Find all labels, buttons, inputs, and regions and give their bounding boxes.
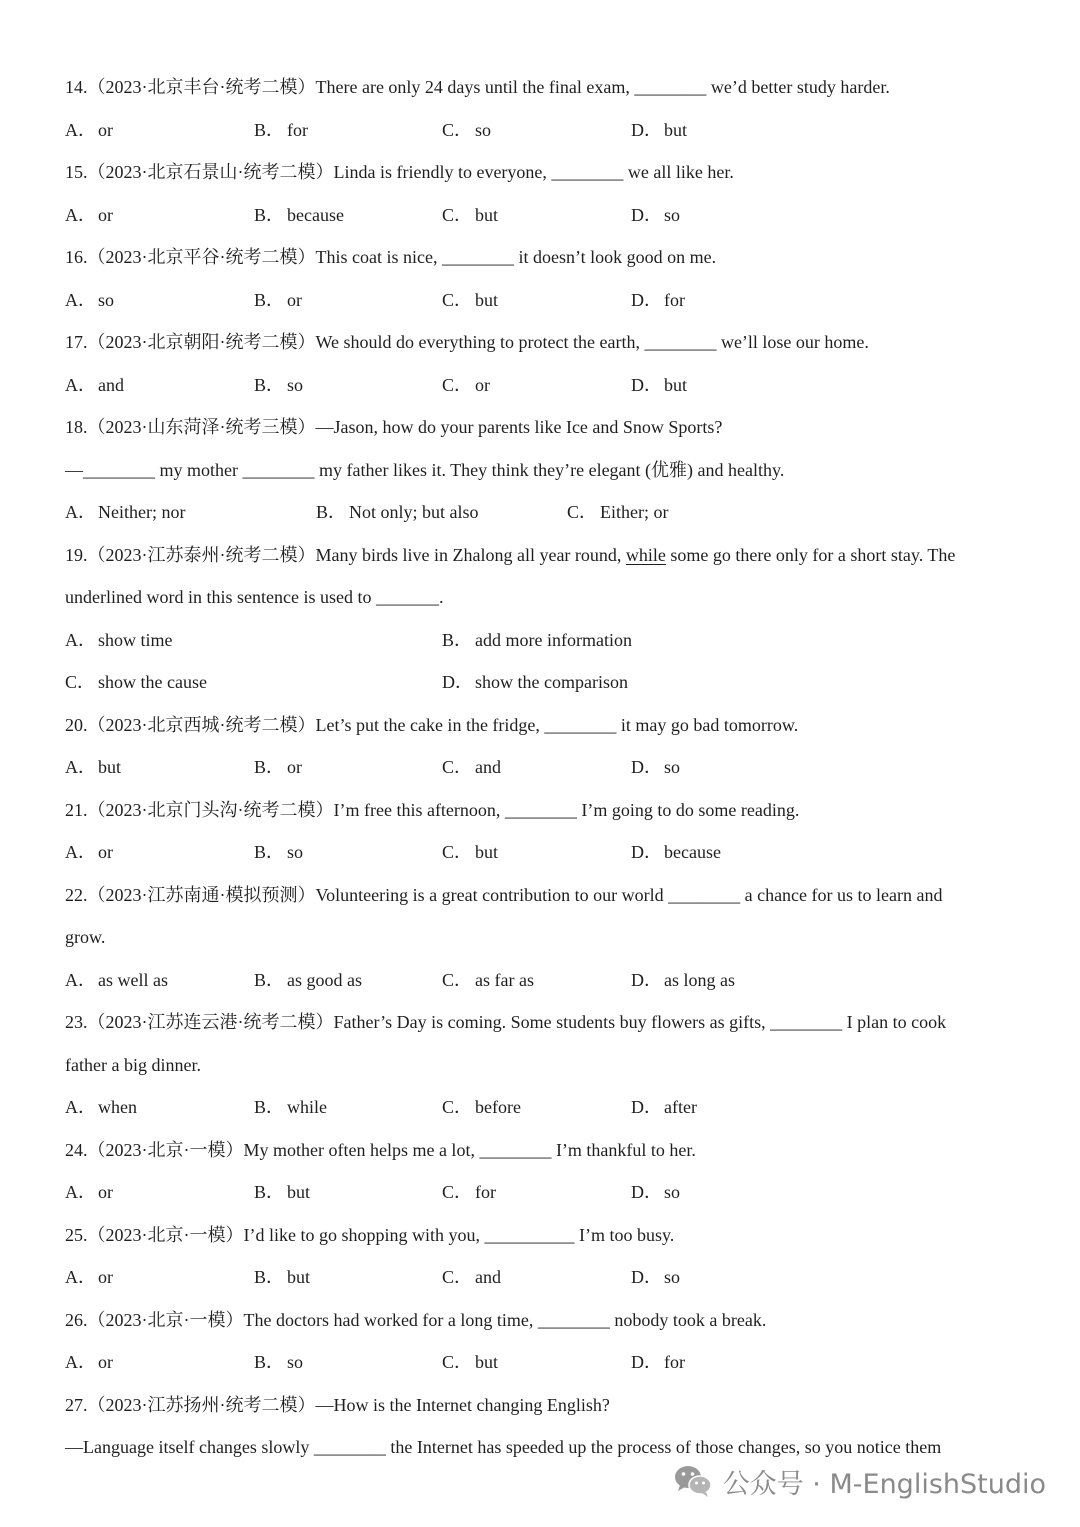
- option-letter: A．: [65, 757, 96, 777]
- option-text: but: [475, 1352, 499, 1372]
- answer-option: [442, 959, 631, 1002]
- option-text: and: [475, 757, 501, 777]
- options-row: [65, 1171, 1025, 1214]
- option-letter: B．: [254, 1182, 285, 1202]
- answer-option: [65, 1256, 254, 1299]
- option-letter: C．: [442, 119, 473, 140]
- option-text: so: [287, 1352, 304, 1372]
- options-row: [65, 831, 1025, 874]
- wechat-icon: [673, 1464, 713, 1498]
- answer-option: [65, 746, 254, 789]
- option-letter: D．: [631, 842, 662, 862]
- option-text: so: [287, 842, 304, 862]
- question-stem-line: 14.（2023·北京丰台·统考二模）There are only 24 days until the final exam, ________ we’d better study harder.: [65, 77, 890, 97]
- watermark: [673, 1459, 1046, 1503]
- answer-option: [442, 661, 819, 704]
- option-letter: C．: [442, 757, 473, 777]
- options-row: [65, 1086, 1025, 1129]
- answer-option: [254, 194, 442, 237]
- option-letter: A．: [65, 1352, 96, 1372]
- answer-option: [254, 746, 442, 789]
- option-letter: D．: [631, 204, 662, 225]
- question-stem-line: 24.（2023·北京·一模）My mother often helps me a lot, ________ I’m thankful to her.: [65, 1139, 696, 1160]
- option-letter: A．: [65, 204, 96, 225]
- question-stem-line: grow.: [65, 927, 106, 947]
- question-stem-line: 21.（2023·北京门头沟·统考二模）I’m free this afternoon, ________ I’m going to do some reading.: [65, 799, 800, 820]
- answer-option: [65, 194, 254, 237]
- answer-option: [65, 1171, 254, 1214]
- option-text: add more information: [475, 629, 632, 650]
- question-text: 19.（2023·江苏泰州·统考二模）Many birds live in Zhalong all year round,: [65, 544, 626, 565]
- answer-option: [65, 1341, 254, 1384]
- option-text: as far as: [475, 969, 534, 990]
- question-stem-line: 27.（2023·江苏扬州·统考二模）—How is the Internet changing English?: [65, 1394, 610, 1415]
- option-letter: C．: [442, 1097, 473, 1117]
- option-letter: C．: [567, 502, 598, 522]
- options-row: [65, 491, 1025, 534]
- answer-option: [254, 1086, 442, 1129]
- option-text: while: [287, 1097, 327, 1117]
- answer-option: [65, 279, 254, 322]
- option-text: and: [475, 1267, 501, 1287]
- option-text: so: [664, 757, 681, 777]
- option-text: but: [664, 374, 688, 395]
- option-letter: D．: [631, 1267, 662, 1287]
- option-text: as well as: [98, 969, 168, 990]
- question-stem-line: —Language itself changes slowly ________ the Internet has speeded up the process of those changes, so you notice them: [65, 1437, 942, 1457]
- answer-option: [442, 1086, 631, 1129]
- answer-option: [631, 279, 820, 322]
- option-letter: C．: [442, 204, 473, 225]
- option-letter: A．: [65, 969, 96, 990]
- answer-option: [631, 1086, 820, 1129]
- option-letter: C．: [442, 1352, 473, 1372]
- answer-option: [65, 491, 316, 534]
- answer-option: [254, 1256, 442, 1299]
- option-letter: B．: [254, 757, 285, 777]
- option-text: Either; or: [600, 502, 669, 522]
- option-letter: C．: [442, 374, 473, 395]
- option-text: so: [475, 119, 492, 140]
- option-letter: D．: [631, 969, 662, 990]
- option-text: but: [664, 119, 688, 140]
- option-text: after: [664, 1097, 697, 1117]
- option-text: show the cause: [98, 672, 207, 692]
- option-letter: D．: [631, 1097, 662, 1117]
- option-text: but: [98, 757, 122, 777]
- question-stem-line: 25.（2023·北京·一模）I’d like to go shopping with you, __________ I’m too busy.: [65, 1224, 675, 1245]
- option-text: or: [98, 1352, 113, 1372]
- answer-option: [631, 1341, 820, 1384]
- option-text: so: [664, 1182, 681, 1202]
- option-letter: A．: [65, 119, 96, 140]
- answer-option: [316, 491, 567, 534]
- question-stem-line: 15.（2023·北京石景山·统考二模）Linda is friendly to everyone, ________ we all like her.: [65, 162, 734, 182]
- option-text: for: [475, 1182, 496, 1202]
- answer-option: [442, 1171, 631, 1214]
- option-letter: D．: [442, 672, 473, 692]
- option-text: or: [475, 374, 490, 395]
- option-letter: D．: [631, 374, 662, 395]
- answer-option: [442, 619, 819, 662]
- option-text: or: [98, 204, 113, 225]
- option-text: but: [475, 289, 499, 310]
- option-text: when: [98, 1097, 137, 1117]
- answer-option: [65, 1086, 254, 1129]
- option-text: because: [664, 842, 721, 862]
- answer-option: [254, 1341, 442, 1384]
- option-text: but: [475, 842, 499, 862]
- answer-option: [65, 364, 254, 407]
- question-stem-line: father a big dinner.: [65, 1054, 201, 1075]
- option-letter: B．: [254, 969, 285, 990]
- answer-option: [631, 1256, 820, 1299]
- question-stem-line: 22.（2023·江苏南通·模拟预测）Volunteering is a great contribution to our world ________ a chance for us to learn and: [65, 884, 943, 905]
- option-text: or: [98, 1267, 113, 1287]
- answer-option: [254, 109, 442, 152]
- option-text: so: [287, 374, 304, 395]
- question-stem-line: 23.（2023·江苏连云港·统考二模）Father’s Day is coming. Some students buy flowers as gifts, ________ I plan to cook: [65, 1012, 947, 1032]
- question-stem-line: 17.（2023·北京朝阳·统考二模）We should do everything to protect the earth, ________ we’ll lose our home.: [65, 332, 869, 352]
- option-text: but: [287, 1182, 311, 1202]
- options-row: [65, 364, 1025, 407]
- answer-option: [631, 746, 820, 789]
- option-text: and: [98, 374, 124, 395]
- option-letter: B．: [254, 1097, 285, 1117]
- answer-option: [254, 1171, 442, 1214]
- option-text: but: [475, 204, 499, 225]
- option-text: or: [98, 1182, 113, 1202]
- answer-option: [631, 109, 820, 152]
- option-letter: A．: [65, 289, 96, 310]
- question-stem-line: 20.（2023·北京西城·统考二模）Let’s put the cake in the fridge, ________ it may go bad tomorrow.: [65, 714, 799, 735]
- option-letter: B．: [254, 204, 285, 225]
- question-stem-line: —________ my mother ________ my father likes it. They think they’re elegant (优雅) and healthy.: [65, 459, 785, 480]
- option-text: Not only; but also: [349, 502, 479, 522]
- options-row: [65, 661, 1025, 704]
- question-stem-line: underlined word in this sentence is used to _______.: [65, 587, 444, 607]
- option-letter: C．: [442, 289, 473, 310]
- answer-option: [442, 1256, 631, 1299]
- answer-option: [65, 109, 254, 152]
- option-letter: B．: [442, 629, 473, 650]
- answer-option: [442, 109, 631, 152]
- answer-option: [631, 831, 820, 874]
- option-letter: B．: [254, 374, 285, 395]
- option-letter: B．: [316, 502, 347, 522]
- option-letter: C．: [442, 1267, 473, 1287]
- option-letter: B．: [254, 119, 285, 140]
- option-letter: B．: [254, 1267, 285, 1287]
- option-text: or: [98, 842, 113, 862]
- option-letter: C．: [442, 1182, 473, 1202]
- option-text: as long as: [664, 969, 735, 990]
- answer-option: [442, 831, 631, 874]
- option-letter: A．: [65, 374, 96, 395]
- answer-option: [631, 194, 820, 237]
- option-letter: C．: [65, 672, 96, 692]
- answer-option: [442, 364, 631, 407]
- option-letter: A．: [65, 502, 96, 522]
- option-text: for: [664, 1352, 685, 1372]
- answer-option: [631, 364, 820, 407]
- answer-option: [254, 959, 442, 1002]
- option-text: for: [287, 119, 308, 140]
- option-text: before: [475, 1097, 521, 1117]
- option-letter: A．: [65, 629, 96, 650]
- answer-option: [65, 959, 254, 1002]
- question-stem-line: 26.（2023·北京·一模）The doctors had worked for a long time, ________ nobody took a break.: [65, 1309, 767, 1330]
- option-letter: B．: [254, 1352, 285, 1372]
- underlined-word: while: [625, 544, 666, 565]
- options-row: [65, 279, 1025, 322]
- option-letter: A．: [65, 1097, 96, 1117]
- option-text: or: [287, 289, 302, 310]
- answer-option: [442, 279, 631, 322]
- option-letter: A．: [65, 1182, 96, 1202]
- option-letter: D．: [631, 289, 662, 310]
- option-text: show the comparison: [475, 672, 628, 692]
- option-text: so: [664, 204, 681, 225]
- question-text: some go there only for a short stay. The: [665, 544, 956, 565]
- question-stem-line: [65, 534, 1025, 577]
- option-letter: B．: [254, 289, 285, 310]
- option-letter: D．: [631, 119, 662, 140]
- answer-option: [442, 194, 631, 237]
- answer-option: [631, 959, 820, 1002]
- answer-option: [254, 279, 442, 322]
- option-letter: C．: [442, 969, 473, 990]
- option-letter: D．: [631, 1352, 662, 1372]
- option-letter: D．: [631, 757, 662, 777]
- options-row: [65, 194, 1025, 237]
- options-row: [65, 1341, 1025, 1384]
- option-text: as good as: [287, 969, 362, 990]
- options-row: [65, 619, 1025, 662]
- answer-option: [567, 491, 818, 534]
- answer-option: [442, 1341, 631, 1384]
- answer-option: [65, 831, 254, 874]
- option-letter: C．: [442, 842, 473, 862]
- option-text: because: [287, 204, 344, 225]
- question-stem-line: 18.（2023·山东菏泽·统考三模）—Jason, how do your parents like Ice and Snow Sports?: [65, 417, 723, 437]
- options-row: [65, 1256, 1025, 1299]
- option-text: so: [98, 289, 115, 310]
- answer-option: [65, 661, 442, 704]
- worksheet-body: [65, 66, 1025, 1469]
- answer-option: [442, 746, 631, 789]
- answer-option: [254, 364, 442, 407]
- option-text: so: [664, 1267, 681, 1287]
- answer-option: [254, 831, 442, 874]
- options-row: [65, 959, 1025, 1002]
- options-row: [65, 746, 1025, 789]
- option-text: Neither; nor: [98, 502, 186, 522]
- option-text: or: [98, 119, 113, 140]
- option-letter: D．: [631, 1182, 662, 1202]
- option-text: show time: [98, 629, 173, 650]
- option-text: or: [287, 757, 302, 777]
- answer-option: [65, 619, 442, 662]
- options-row: [65, 109, 1025, 152]
- option-text: for: [664, 289, 685, 310]
- answer-option: [631, 1171, 820, 1214]
- option-letter: A．: [65, 1267, 96, 1287]
- question-stem-line: 16.（2023·北京平谷·统考二模）This coat is nice, ________ it doesn’t look good on me.: [65, 247, 717, 267]
- option-letter: B．: [254, 842, 285, 862]
- watermark-text: 公众号 · M-EnglishStudio: [722, 1468, 1046, 1500]
- option-text: but: [287, 1267, 311, 1287]
- option-letter: A．: [65, 842, 96, 862]
